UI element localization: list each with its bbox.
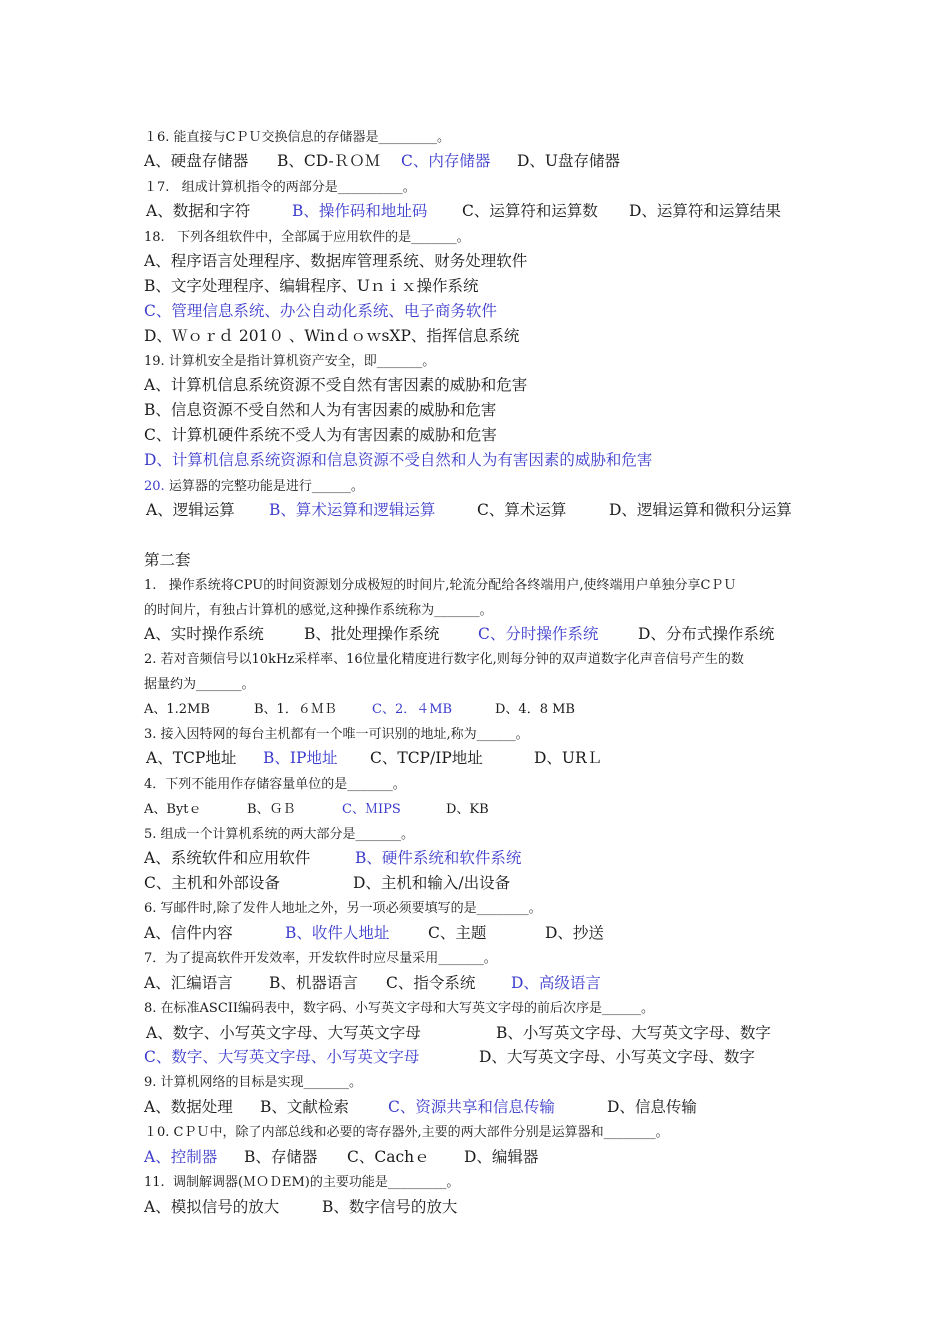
option-c-answer: C、内存储器 [401,152,491,170]
question-18-option-d: D、Ｗｏｒｄ 201０ 、WinｄｏｗsXP、指挥信息系统 [144,327,520,345]
question-20-stem [144,480,364,496]
option-b: B、CD-ＲＯＭ [277,152,381,170]
option-d: D、主机和输入/出设备 [353,874,511,892]
question-9-stem: 9. 计算机网络的目标是实现_______。 [144,1075,363,1090]
question-18-option-c-answer: C、管理信息系统、办公自动化系统、电子商务软件 [144,302,497,320]
option-a: A、数据和字符 [146,202,251,220]
option-b: B、存储器 [244,1148,318,1166]
section-heading: 第二套 [144,551,191,569]
question-10-options [144,1148,539,1169]
question-1-stem-line2: 的时间片，有独占计算机的感觉,这种操作系统称为_______。 [144,603,493,618]
question-17-options [144,202,781,223]
option-b: B、小写英文字母、大写英文字母、数字 [496,1024,771,1042]
option-d: D、URＬ [534,749,603,767]
option-c: C、算术运算 [477,501,567,519]
question-8-options-row1 [144,1024,771,1045]
option-d: D、分布式操作系统 [638,625,775,643]
question-10-stem: １0. CＰＵ中，除了内部总线和必要的寄存器外,主要的两大部件分别是运算器和________。 [144,1125,669,1140]
question-2-stem-line2: 据量约为_______。 [144,677,255,692]
option-d: D、信息传输 [607,1098,697,1116]
question-2-options [144,702,575,719]
question-16-stem: １6. 能直接与CＰＵ交换信息的存储器是_________。 [144,130,450,145]
question-19-option-d-answer: D、计算机信息系统资源和信息资源不受自然和人为有害因素的威胁和危害 [144,451,653,469]
option-d-answer: D、高级语言 [511,974,601,992]
question-5-options-row2 [144,874,511,895]
option-c-answer: C、ＭIPS [342,802,401,817]
question-7-stem: 7．为了提高软件开发效率，开发软件时应尽量采用_______。 [144,951,497,966]
option-a: A、数据处理 [144,1098,233,1116]
option-b: B、机器语言 [269,974,358,992]
question-20-number: 20. [144,479,165,494]
option-b-answer: B、硬件系统和软件系统 [355,849,522,867]
option-a: A、1.2MB [144,702,210,717]
option-a: A、数字、小写英文字母、大写英文字母 [146,1024,421,1042]
option-a: A、TCP地址 [146,749,237,767]
option-a: A、信件内容 [144,924,233,942]
question-18-option-b: B、文字处理程序、编辑程序、Uｎｉｘ操作系统 [144,277,479,295]
option-d: D、4．8 MB [495,702,575,717]
question-1-stem-line1: 1. 操作系统将CPU的时间资源划分成极短的时间片,轮流分配给各终端用户,使终端用户单独分享CＰＵ [144,578,737,593]
question-9-options [144,1098,697,1119]
question-7-options [144,974,601,995]
question-4-options [144,802,489,819]
option-c: C、主题 [428,924,487,942]
question-18-stem: 18. 下列各组软件中，全部属于应用软件的是_______。 [144,230,470,245]
question-2-stem-line1: 2. 若对音频信号以10kHz采样率、16位量化精度进行数字化,则每分钟的双声道数字化声音信号产生的数 [144,652,744,667]
option-d: D、U盘存储器 [517,152,620,170]
option-a: A、模拟信号的放大 [144,1198,280,1216]
option-a: A、汇编语言 [144,974,233,992]
question-19-stem: 19. 计算机安全是指计算机资产安全，即_______。 [144,354,436,369]
question-20-text: 运算器的完整功能是进行______。 [164,479,364,494]
question-1-options [144,625,775,646]
question-8-options-row2 [144,1048,755,1069]
option-d: D、逻辑运算和微积分运算 [609,501,792,519]
question-11-options [144,1198,458,1219]
option-d: D、抄送 [545,924,604,942]
option-c: C、Cachｅ [347,1148,430,1166]
option-d: D、运算符和运算结果 [629,202,781,220]
question-5-options-row1 [144,849,522,870]
option-a: A、实时操作系统 [144,625,264,643]
option-a: A、Bytｅ [144,802,202,817]
question-6-stem: 6. 写邮件时,除了发件人地址之外，另一项必须要填写的是________。 [144,901,542,916]
question-18-option-a: A、程序语言处理程序、数据库管理系统、财务处理软件 [144,252,528,270]
question-19-option-a: A、计算机信息系统资源不受自然有害因素的威胁和危害 [144,376,528,394]
option-c-answer: C、数字、大写英文字母、小写英文字母 [144,1048,420,1066]
question-16-options [144,152,620,173]
question-19-option-c: C、计算机硬件系统不受人为有害因素的威胁和危害 [144,426,497,444]
option-c-answer: C、2．４MB [372,702,453,717]
question-19-option-b: B、信息资源不受自然和人为有害因素的威胁和危害 [144,401,497,419]
option-b: B、1．６ＭＢ [254,702,337,717]
option-c: C、主机和外部设备 [144,874,280,892]
option-d: D、KB [446,802,489,817]
option-b-answer: B、收件人地址 [285,924,390,942]
question-3-stem: 3. 接入因特网的每台主机都有一个唯一可识别的地址,称为______。 [144,727,529,742]
option-c: C、TCP/IP地址 [370,749,483,767]
option-d: D、大写英文字母、小写英文字母、数字 [479,1048,755,1066]
option-d: D、编辑器 [464,1148,539,1166]
option-b-answer: B、算术运算和逻辑运算 [269,501,436,519]
option-a: A、逻辑运算 [146,501,235,519]
question-4-stem: 4．下列不能用作存储容量单位的是_______。 [144,777,406,792]
question-17-stem: １7. 组成计算机指令的两部分是__________。 [144,180,416,195]
question-3-options [144,749,603,770]
question-6-options [144,924,604,945]
question-5-stem: 5. 组成一个计算机系统的两大部分是_______。 [144,827,415,842]
option-c: C、运算符和运算数 [462,202,598,220]
option-b: B、数字信号的放大 [322,1198,458,1216]
option-b-answer: B、操作码和地址码 [292,202,428,220]
option-c-answer: C、分时操作系统 [478,625,599,643]
option-a: A、硬盘存储器 [144,152,249,170]
question-11-stem: 11. 调制解调器(ＭＯＤEM)的主要功能是_________。 [144,1175,460,1190]
option-b-answer: B、IP地址 [263,749,338,767]
option-b: B、文献检索 [260,1098,349,1116]
question-8-stem: 8. 在标准ASCII编码表中，数字码、小写英文字母和大写英文字母的前后次序是______。 [144,1001,655,1016]
option-c-answer: C、资源共享和信息传输 [388,1098,555,1116]
option-b: B、批处理操作系统 [304,625,440,643]
option-b: B、ＧＢ [247,802,296,817]
question-20-options [144,501,792,522]
option-a: A、系统软件和应用软件 [144,849,311,867]
option-c: C、指令系统 [386,974,476,992]
option-a-answer: A、控制器 [144,1148,218,1166]
